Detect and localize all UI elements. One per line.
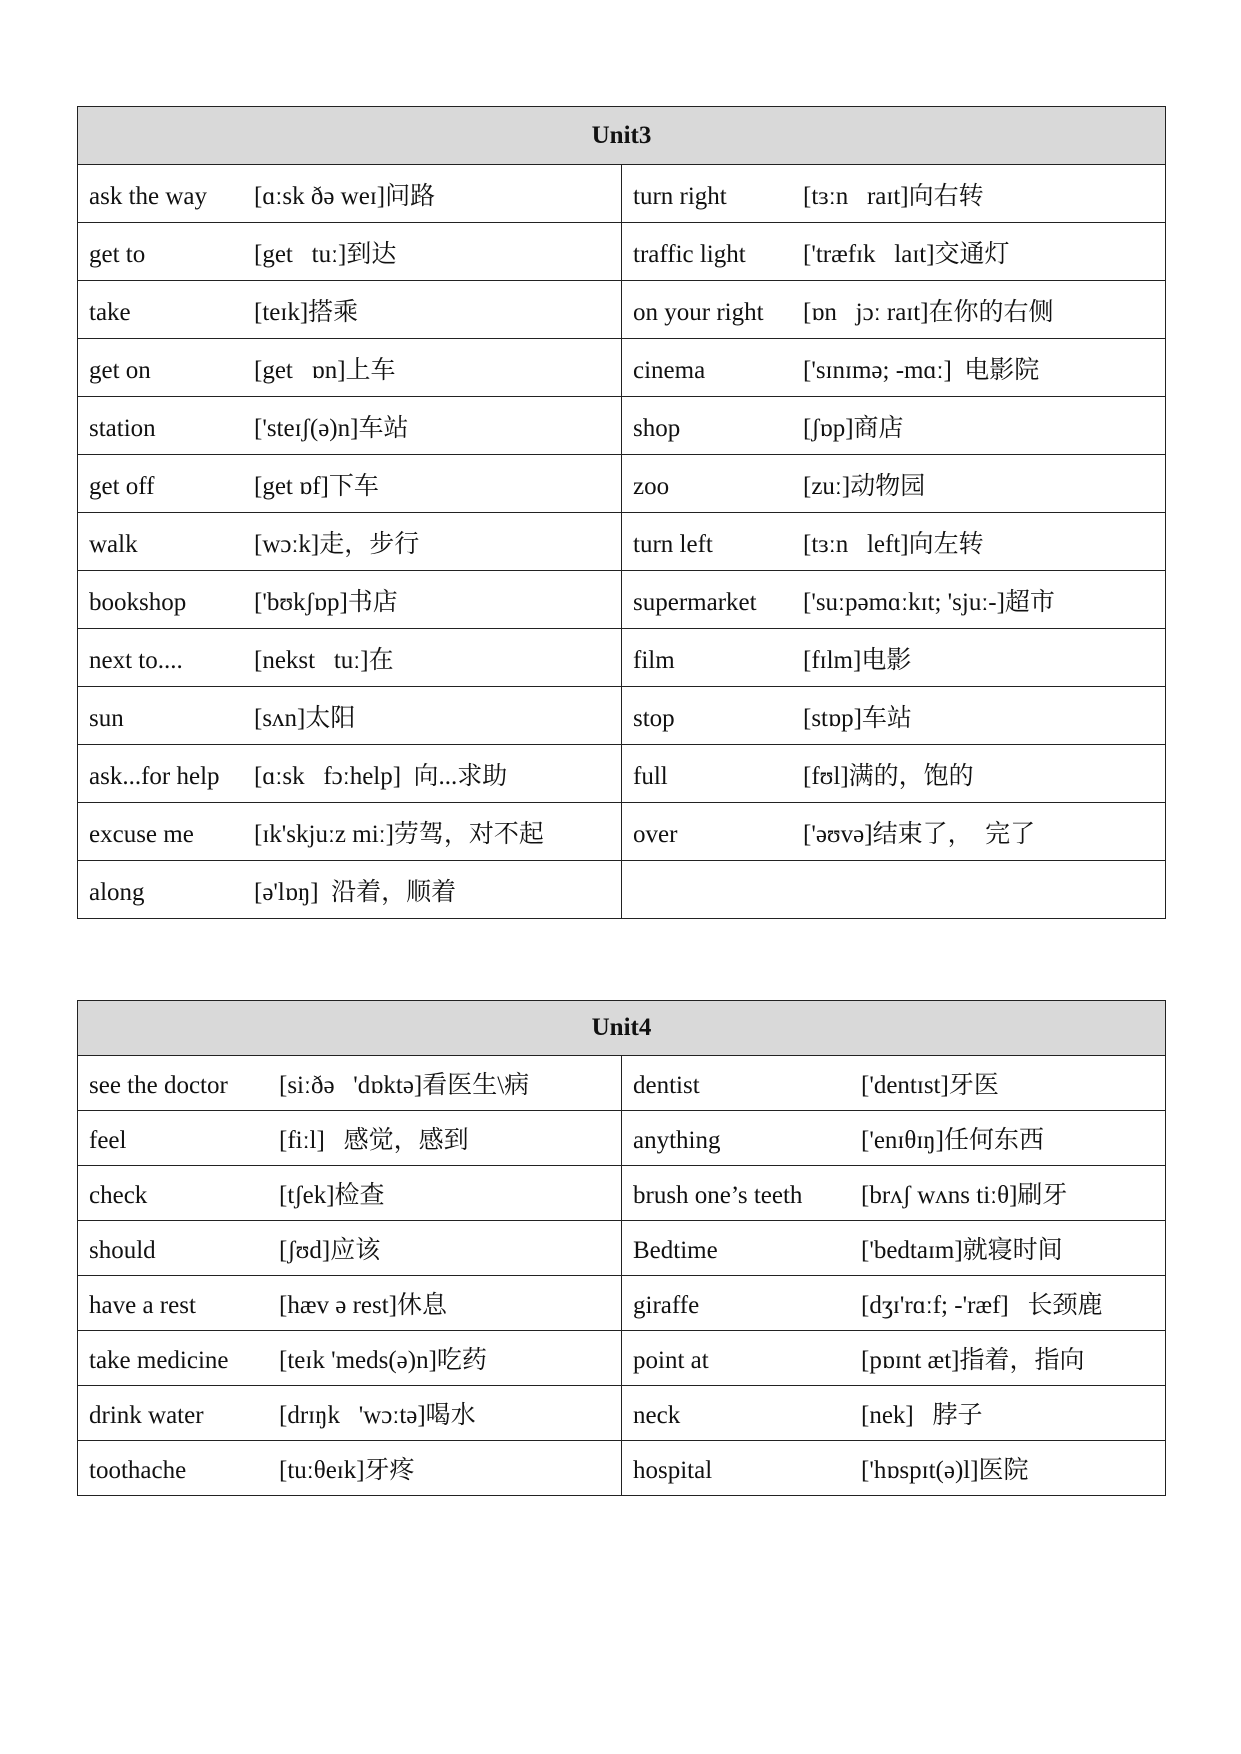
vocab-pronunciation-meaning: ['steɪʃ(ə)n]车站 (254, 414, 409, 442)
vocab-pronunciation-meaning: [nekst tuː]在 (254, 646, 394, 674)
vocab-cell-right (622, 629, 1166, 687)
vocab-row (78, 1056, 1166, 1111)
vocab-pronunciation-meaning: [ə'lɒŋ] 沿着，顺着 (254, 878, 457, 906)
vocab-row (78, 687, 1166, 745)
vocab-row (78, 861, 1166, 919)
vocab-pronunciation-meaning: [ɒn jɔː raɪt]在你的右侧 (803, 298, 1054, 326)
vocab-cell-left (78, 1056, 622, 1111)
vocab-pronunciation-meaning: ['bʊkʃɒp]书店 (254, 588, 398, 616)
vocab-word: next to.... (89, 646, 183, 674)
vocab-row (78, 1111, 1166, 1166)
vocab-cell-left (78, 223, 622, 281)
vocab-word: have a rest (89, 1292, 196, 1319)
vocab-word: get on (89, 356, 151, 384)
vocab-cell-right (622, 455, 1166, 513)
unit4-header-row (78, 1001, 1166, 1056)
vocab-cell-left (78, 1386, 622, 1441)
vocab-pronunciation-meaning: [ɪk'skjuːz miː]劳驾，对不起 (254, 820, 544, 848)
vocab-word: over (633, 820, 678, 848)
vocab-cell-left (78, 803, 622, 861)
vocab-cell-right (622, 1111, 1166, 1166)
vocab-row (78, 223, 1166, 281)
vocab-pronunciation-meaning: [fʊl]满的，饱的 (803, 762, 974, 790)
vocab-word: Bedtime (633, 1237, 718, 1264)
vocab-word: giraffe (633, 1292, 700, 1319)
vocab-word: turn left (633, 530, 713, 558)
vocab-row (78, 455, 1166, 513)
unit4-table-body (78, 1056, 1166, 1496)
vocab-pronunciation-meaning: [tʃek]检查 (279, 1182, 385, 1209)
unit3-vocab-table (77, 106, 1166, 919)
vocab-word: full (633, 762, 668, 790)
vocab-cell-right (622, 745, 1166, 803)
vocab-word: dentist (633, 1072, 700, 1099)
vocab-row (78, 1441, 1166, 1496)
vocab-word: get off (89, 472, 155, 500)
vocab-cell-right (622, 803, 1166, 861)
vocab-cell-right (622, 1441, 1166, 1496)
vocab-row (78, 513, 1166, 571)
vocab-cell-left (78, 397, 622, 455)
vocab-cell-right (622, 397, 1166, 455)
unit4-vocab-table (77, 1000, 1166, 1496)
vocab-word: supermarket (633, 588, 757, 616)
vocab-pronunciation-meaning: [nek] 脖子 (861, 1402, 983, 1429)
vocab-word: point at (633, 1347, 709, 1374)
vocab-row (78, 339, 1166, 397)
vocab-word: excuse me (89, 820, 194, 848)
vocab-cell-right (622, 571, 1166, 629)
vocab-row (78, 1221, 1166, 1276)
vocab-pronunciation-meaning: ['əʊvə]结束了， 完了 (803, 820, 1036, 848)
vocab-cell-left (78, 1221, 622, 1276)
vocab-pronunciation-meaning: [get ɒn]上车 (254, 356, 396, 384)
vocab-word: drink water (89, 1402, 204, 1429)
vocab-pronunciation-meaning: ['træfɪk laɪt]交通灯 (803, 240, 1010, 268)
vocab-word: walk (89, 530, 138, 558)
vocab-word: check (89, 1182, 148, 1209)
vocab-row (78, 803, 1166, 861)
vocab-pronunciation-meaning: [tuːθeɪk]牙疼 (279, 1457, 415, 1484)
vocab-word: toothache (89, 1457, 187, 1484)
vocab-cell-right (622, 513, 1166, 571)
vocab-row (78, 281, 1166, 339)
vocab-word: ask the way (89, 182, 208, 210)
vocab-pronunciation-meaning: [hæv ə rest]休息 (279, 1292, 448, 1319)
vocab-word: stop (633, 704, 675, 732)
vocab-cell-left (78, 339, 622, 397)
vocab-pronunciation-meaning: [drɪŋk 'wɔːtə]喝水 (279, 1402, 476, 1429)
vocab-pronunciation-meaning: [stɒp]车站 (803, 704, 912, 732)
vocab-cell-left (78, 1276, 622, 1331)
vocab-cell-left (78, 1441, 622, 1496)
vocab-pronunciation-meaning: [ʃʊd]应该 (279, 1237, 381, 1264)
vocab-pronunciation-meaning: ['bedtaɪm]就寝时间 (861, 1237, 1063, 1264)
vocab-cell-left (78, 687, 622, 745)
vocab-cell-right (622, 339, 1166, 397)
vocab-pronunciation-meaning: [teɪk]搭乘 (254, 298, 359, 326)
vocab-cell-right (622, 1386, 1166, 1441)
vocab-cell-left (78, 165, 622, 223)
vocab-word: traffic light (633, 240, 746, 268)
vocab-cell-right (622, 223, 1166, 281)
vocab-pronunciation-meaning: [ɑːsk ðə weɪ]问路 (254, 182, 436, 210)
unit3-header-row (78, 107, 1166, 165)
vocab-word: ask...for help (89, 762, 220, 790)
vocab-cell-right (622, 1276, 1166, 1331)
vocab-word: cinema (633, 356, 706, 384)
vocab-word: on your right (633, 298, 764, 326)
vocab-pronunciation-meaning: [teɪk 'meds(ə)n]吃药 (279, 1347, 487, 1374)
vocab-pronunciation-meaning: ['hɒspɪt(ə)l]医院 (861, 1457, 1029, 1484)
vocab-cell-right (622, 1221, 1166, 1276)
vocab-row (78, 165, 1166, 223)
vocab-cell-right (622, 1166, 1166, 1221)
vocab-pronunciation-meaning: [ʃɒp]商店 (803, 414, 904, 442)
vocab-pronunciation-meaning: [pɒɪnt æt]指着，指向 (861, 1347, 1085, 1374)
vocab-word: station (89, 414, 156, 442)
vocab-word: hospital (633, 1457, 713, 1484)
vocab-word: anything (633, 1127, 721, 1154)
vocab-row (78, 1276, 1166, 1331)
vocab-row (78, 1386, 1166, 1441)
vocab-cell-left (78, 629, 622, 687)
vocab-word: brush one’s teeth (633, 1182, 803, 1209)
vocab-cell-right (622, 687, 1166, 745)
vocab-word: along (89, 878, 145, 906)
vocab-cell-left (78, 861, 622, 919)
vocab-word: shop (633, 414, 681, 442)
vocab-pronunciation-meaning: [zuː]动物园 (803, 472, 926, 500)
vocab-word: feel (89, 1127, 127, 1154)
vocab-row (78, 571, 1166, 629)
vocab-cell-left (78, 281, 622, 339)
vocab-pronunciation-meaning: [siːðə 'dɒktə]看医生\病 (279, 1072, 530, 1099)
vocab-pronunciation-meaning: [ɑːsk fɔːhelp] 向...求助 (254, 762, 508, 790)
vocab-word: take medicine (89, 1347, 229, 1374)
vocab-pronunciation-meaning: [brʌʃ wʌns tiːθ]刷牙 (861, 1182, 1068, 1209)
vocab-row (78, 1166, 1166, 1221)
vocab-word: zoo (633, 472, 670, 500)
vocab-pronunciation-meaning: ['enɪθɪŋ]任何东西 (861, 1127, 1044, 1154)
vocab-word: should (89, 1237, 156, 1264)
vocab-word: bookshop (89, 588, 187, 616)
vocab-pronunciation-meaning: [get ɒf]下车 (254, 472, 379, 500)
vocab-row (78, 397, 1166, 455)
vocab-pronunciation-meaning: [wɔːk]走，步行 (254, 530, 420, 558)
unit3-table-body (78, 165, 1166, 919)
vocab-cell-right (622, 1331, 1166, 1386)
vocab-word: take (89, 298, 131, 326)
vocab-pronunciation-meaning: [get tuː]到达 (254, 240, 397, 268)
vocab-pronunciation-meaning: [sʌn]太阳 (254, 704, 356, 732)
unit4-title: Unit4 (78, 1001, 1166, 1056)
vocab-cell-left (78, 1111, 622, 1166)
vocab-word: turn right (633, 182, 727, 210)
vocab-row (78, 1331, 1166, 1386)
unit3-title: Unit3 (78, 107, 1166, 165)
vocab-pronunciation-meaning: [dʒɪ'rɑːf; -'ræf] 长颈鹿 (861, 1292, 1103, 1319)
vocab-pronunciation-meaning: ['suːpəmɑːkɪt; 'sjuː-]超市 (803, 588, 1055, 616)
vocab-cell-right (622, 281, 1166, 339)
vocab-cell-left (78, 745, 622, 803)
vocab-row (78, 745, 1166, 803)
vocab-row (78, 629, 1166, 687)
vocab-pronunciation-meaning: [tɜːn raɪt]向右转 (803, 182, 984, 210)
vocab-word: get to (89, 240, 146, 268)
vocab-pronunciation-meaning: [fiːl] 感觉，感到 (279, 1127, 469, 1154)
vocab-cell-left (78, 1331, 622, 1386)
vocab-pronunciation-meaning: ['sɪnɪmə; -mɑː] 电影院 (803, 356, 1040, 384)
vocab-cell-left (78, 513, 622, 571)
vocab-cell-left (78, 1166, 622, 1221)
vocab-word: film (633, 646, 675, 674)
vocab-cell-left (78, 455, 622, 513)
vocab-pronunciation-meaning: [tɜːn left]向左转 (803, 530, 984, 558)
vocab-cell-right (622, 1056, 1166, 1111)
vocab-cell-left (78, 571, 622, 629)
vocab-word: sun (89, 704, 124, 732)
vocab-pronunciation-meaning: [fɪlm]电影 (803, 646, 912, 674)
vocab-cell-right (622, 861, 1166, 919)
vocab-cell-right (622, 165, 1166, 223)
vocab-word: neck (633, 1402, 681, 1429)
vocab-word: see the doctor (89, 1072, 228, 1099)
vocab-pronunciation-meaning: ['dentɪst]牙医 (861, 1072, 999, 1099)
